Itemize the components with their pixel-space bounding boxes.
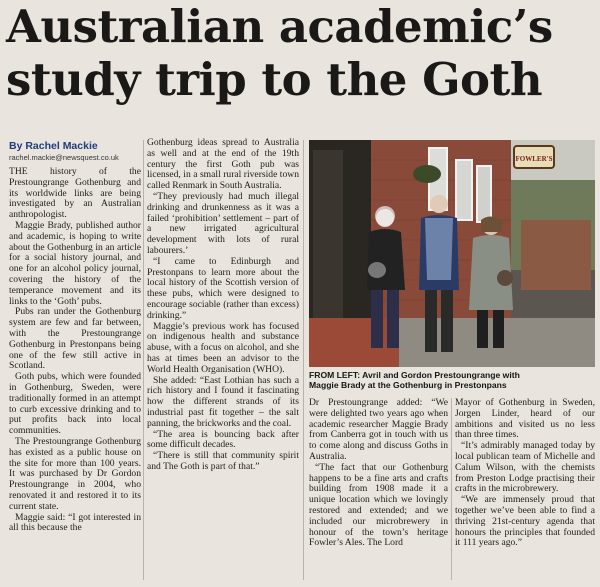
photo-illustration [309,140,595,367]
paragraph: “The area is bouncing back after some difficult decades. [147,428,299,451]
headline [6,0,596,106]
article-column-2 [147,138,299,582]
paragraph: “They previously had much illegal drinking and drunkenness as it was a failed ‘prohibition’ settlement – part of a new irrigated agricultural development with lots of rural labourers.’ [147,190,299,256]
caption-line-1: FROM LEFT: Avril and Gordon Prestoungrange with [309,370,520,380]
paragraph: The Prestoungrange Gothenburg has existed as a public house on the site for more than 100 years. It was purchased by Dr Gordon Prestoungrange in 2004, who renovated it and restored it to its current state. [9,435,141,512]
paragraph: Goth pubs, which were founded in Gothenburg, Sweden, were traditionally formed in an attempt to curb excessive drinking and to put profits back into local communities. [9,371,141,437]
paragraph: THE history of the Prestoungrange Gothenburg and its worldwide links are being investigated by an Australian anthropologist. [9,166,141,221]
column-divider [451,398,452,580]
paragraph: Gothenburg ideas spread to Australia as well and at the end of the 19th century the first Goth pub was licensed, in a small rural riverside town called Renmark in South Australia. [147,137,299,192]
article-column-4 [455,398,595,583]
paragraph: Maggie Brady, published author and academic, is hoping to write about the Gothenburg in an article for a social history journal, and one for an alcohol policy journal, covering the history of the temperance movement and its links to the ‘Goth’ pubs. [9,219,141,307]
paragraph: “We are immensely proud that together we’ve been able to find a thriving 21st-century agenda that honours the principles that founded it 111 years ago.” [455,494,595,549]
paragraph: Mayor of Gothenburg in Sweden, Jorgen Linder, heard of our ambitions and visited us no less than three times. [455,397,595,441]
pub-sign-text: FOWLER'S [515,155,553,163]
article-column-1 [9,167,141,582]
paragraph: Maggie said: “I got interested in all this because the [9,511,141,534]
caption-line-2: Maggie Brady at the Gothenburg in Prestonpans [309,380,507,390]
paragraph: Pubs ran under the Gothenburg system are few and far between, with the Prestoungrange Gothenburg in Prestonpans being one of the few still active in Scotland. [9,306,141,372]
headline-line-1: Australian academic’s [6,0,553,53]
column-divider [303,140,304,580]
photo-caption [309,370,595,390]
column-divider [143,140,144,580]
paragraph: “It’s admirably managed today by local publican team of Michelle and Calum Wilson, with the chemists from Preston Lodge practising their crafts in the microbrewery. [455,440,595,495]
headline-line-2: study trip to the Goth [6,53,543,106]
article-photo [309,140,595,367]
paragraph: “I came to Edinburgh and Prestonpans to learn more about the local history of the Scottish version of these pubs, which were designed to encourage sociable (rather than excess) drinking.” [147,255,299,321]
byline-email: rachel.mackie@newsquest.co.uk [9,153,119,162]
paragraph: “There is still that community spirit and The Goth is part of that.” [147,450,299,472]
paragraph: “The fact that our Gothenburg happens to be a fine arts and crafts building from 1908 made it a unique location which we lovingly restored and extended; and we included our microbrewery in honour of the town’s heritage Fowler’s Ales. The Lord [309,461,448,549]
article-column-3 [309,398,448,583]
paragraph: Maggie’s previous work has focused on indigenous health and substance abuse, with a focus on alcohol, and she has at times been an advisor to the World Health Organisation (WHO). [147,320,299,375]
paragraph: Dr Prestoungrange added: “We were delighted two years ago when academic researcher Maggie Brady from Canberra got in touch with us to come along and discuss Goths in Australia. [309,397,448,462]
byline: By Rachel Mackie [9,140,98,152]
paragraph: She added: “East Lothian has such a rich history and I found it fascinating how the different strands of its industrial past fit together – the salt panning, the brickworks and the coal. [147,374,299,429]
